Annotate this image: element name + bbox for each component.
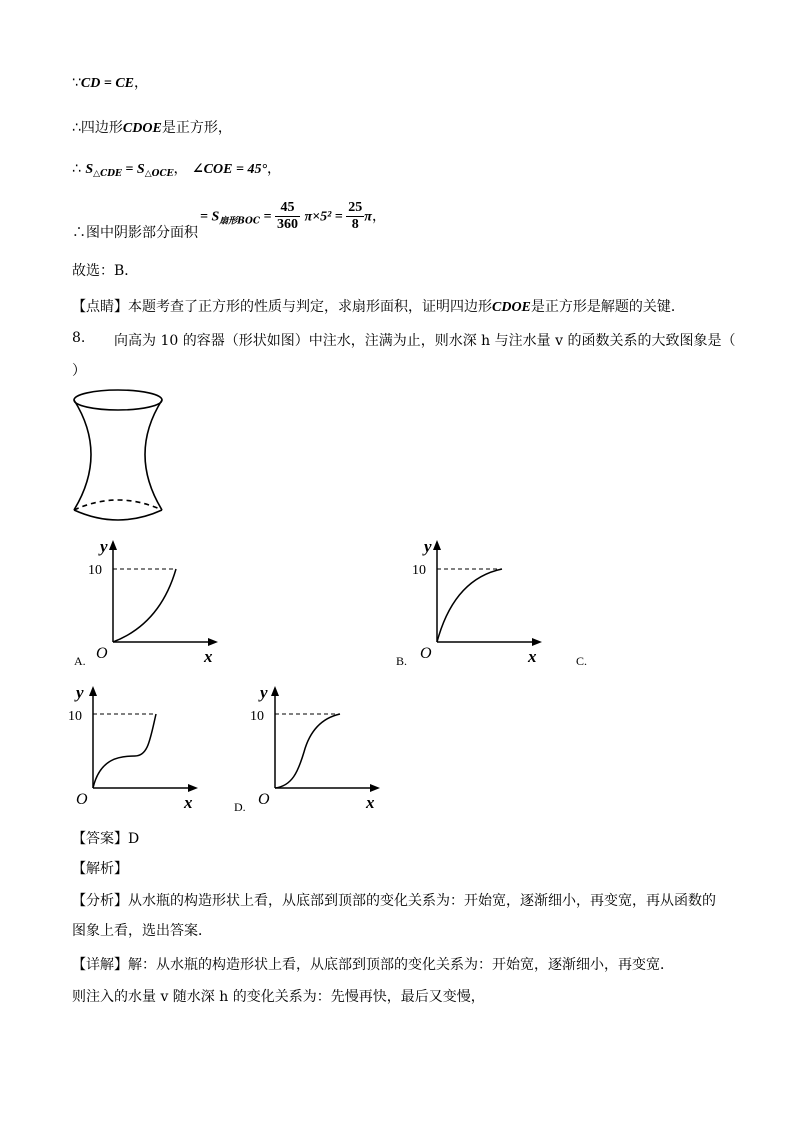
- text: 【点睛】本题考查了正方形的性质与判定，求扇形面积，证明四边形: [72, 299, 492, 315]
- line-equal-areas: [72, 158, 281, 179]
- punct: ，: [173, 161, 188, 177]
- subscript: △CDE: [93, 169, 122, 179]
- area-symbol: S: [136, 162, 145, 177]
- line-given: [72, 72, 148, 92]
- question-close: ）: [72, 363, 86, 379]
- punct: ，: [371, 208, 386, 225]
- text: 四边形: [80, 120, 123, 136]
- xiangjie-line: 【详解】解：从水瓶的构造形状上看，从底部到顶部的变化关系为：开始宽，逐渐细小，再变宽．: [72, 957, 674, 973]
- equals: =: [260, 209, 276, 225]
- origin-label: O: [96, 645, 108, 662]
- because-symbol: ∵: [72, 75, 81, 91]
- origin-label: O: [76, 791, 88, 808]
- pi: π: [364, 209, 372, 225]
- tick-10: 10: [68, 709, 82, 724]
- question-number: 8.: [72, 330, 86, 346]
- subscript: △OCE: [144, 169, 174, 179]
- therefore-symbol: ∴: [72, 161, 81, 177]
- choice-line: 故选：B．: [72, 263, 139, 279]
- punct: ，: [267, 161, 282, 177]
- fenxi-line-1: 【分析】从水瓶的构造形状上看，从底部到顶部的变化关系为：开始宽，逐渐细小，再变宽，再从函数的: [72, 893, 716, 909]
- question-text: 向高为 10 的容器（形状如图）中注水，注满为止，则水深 h 与注水量 v 的函数关系的大致图象是（: [114, 333, 736, 349]
- tick-10: 10: [88, 563, 102, 578]
- line-shaded-area-formula: [200, 200, 386, 233]
- subscript: 扇形BOC: [219, 216, 261, 227]
- graph-c: [70, 680, 210, 810]
- y-axis-label: y: [424, 537, 432, 556]
- fraction-25-8: $\frac{25}{8}$: [348, 200, 363, 232]
- y-axis-label: y: [260, 683, 268, 702]
- x-axis-label: x: [204, 647, 213, 666]
- line-shaded-area-label: [72, 222, 198, 242]
- analysis-heading: 【解析】: [72, 861, 128, 877]
- sector-symbol: = S: [200, 209, 220, 225]
- text: ∴图中阴影部分面积: [72, 225, 198, 241]
- conclusion-line: 则注入的水量 v 随水深 h 的变化关系为：先慢再快，最后又变慢，: [72, 989, 485, 1005]
- tick-10: 10: [250, 709, 264, 724]
- pi-times: π×5² =: [304, 209, 347, 225]
- graph-b: [414, 534, 554, 664]
- answer-line: 【答案】D: [72, 831, 140, 847]
- origin-label: O: [258, 791, 270, 808]
- line-square: [72, 117, 232, 137]
- equation-cd-ce: CD = CE: [80, 76, 135, 91]
- tick-10: 10: [412, 563, 426, 578]
- equals: =: [121, 162, 137, 177]
- fenxi-line-2: 图象上看，选出答案．: [72, 923, 212, 939]
- quad-name: CDOE: [492, 300, 531, 315]
- punct: ，: [134, 75, 149, 91]
- option-c-label: C.: [576, 654, 588, 668]
- angle-equation: ∠COE = 45°: [191, 162, 268, 177]
- option-d-label: D.: [234, 800, 246, 814]
- container-figure: [66, 386, 176, 526]
- therefore-symbol: ∴: [72, 120, 81, 136]
- text: 是正方形是解题的关键．: [530, 299, 685, 315]
- option-b-label: B.: [396, 654, 408, 668]
- x-axis-label: x: [528, 647, 537, 666]
- option-a-label: A.: [74, 654, 86, 668]
- dianjing-line: [72, 296, 685, 316]
- x-axis-label: x: [184, 793, 193, 812]
- quad-name: CDOE: [122, 121, 162, 136]
- y-axis-label: y: [100, 537, 108, 556]
- graph-d: [252, 680, 392, 810]
- y-axis-label: y: [76, 683, 84, 702]
- graph-a: [90, 534, 230, 664]
- origin-label: O: [420, 645, 432, 662]
- fraction-45-360: $\frac{45}{360}$: [277, 200, 299, 232]
- area-symbol: S: [85, 162, 94, 177]
- text: 是正方形，: [161, 120, 232, 136]
- x-axis-label: x: [366, 793, 375, 812]
